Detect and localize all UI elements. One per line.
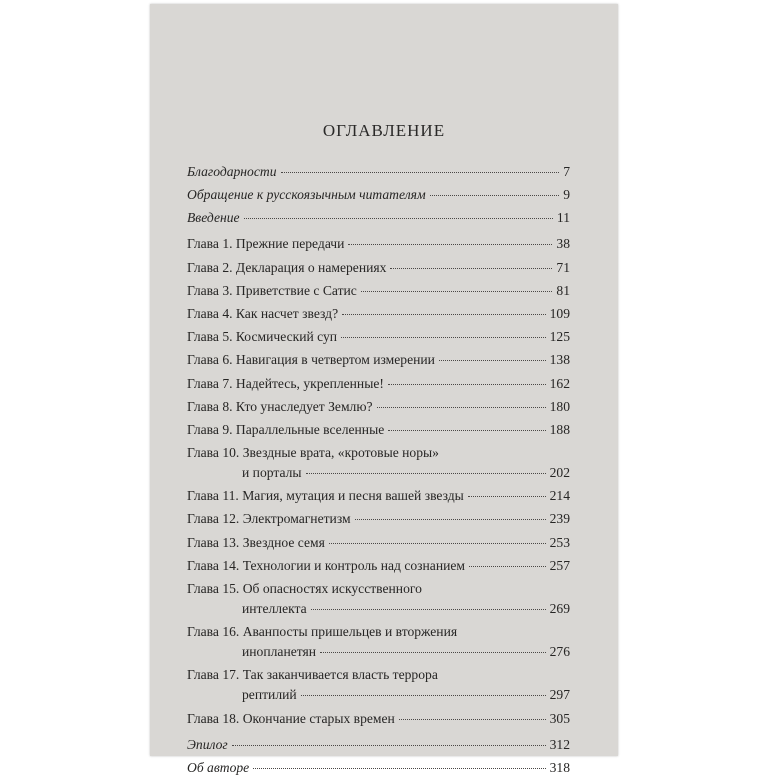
toc-entry-text: Глава 6. Навигация в четвертом измерении (187, 352, 435, 368)
toc-entry-text: Глава 17. Так заканчивается власть террора (187, 667, 438, 683)
toc-entry-page: 38 (556, 236, 570, 252)
toc-entry-epilogue (187, 735, 570, 755)
toc-entry-text: Глава 16. Аванпосты пришельцев и вторжения (187, 624, 458, 640)
toc-entry-page: 109 (549, 305, 570, 321)
toc-entry-introduction (187, 208, 570, 228)
toc-entry-text: Глава 1. Прежние передачи (187, 236, 345, 252)
dot-leader (348, 244, 552, 245)
toc-entry-text: Глава 15. Об опасностях искусственного (187, 581, 422, 596)
toc-entry-text: Глава 8. Кто унаследует Землю? (187, 398, 373, 414)
dot-leader (388, 384, 546, 385)
toc-entry-page: 71 (556, 259, 570, 275)
toc-entry-page: 318 (549, 759, 570, 775)
toc-entry-page: 276 (549, 644, 570, 660)
toc-entry-about-author (187, 758, 570, 778)
toc-entry-text: Введение (187, 210, 240, 226)
dot-leader (281, 172, 560, 173)
toc-entry-chapter-8 (187, 397, 570, 417)
toc-entry-chapter-11 (187, 486, 570, 506)
toc-entry-chapter-3 (187, 281, 570, 301)
toc-entry-chapter-7 (187, 374, 570, 394)
toc-entry-text: Глава 3. Приветствие с Сатис (187, 282, 357, 298)
dot-leader (342, 314, 546, 315)
dot-leader (320, 652, 546, 653)
dot-leader (468, 496, 546, 497)
toc-entry-text: Глава 11. Магия, мутация и песня вашей звезды (187, 488, 464, 504)
toc-entry-chapter-2 (187, 258, 570, 278)
toc-entry-text: Глава 12. Электромагнетизм (187, 511, 351, 527)
toc-entry-text: Глава 5. Космический суп (187, 329, 338, 345)
toc-entry-page: 188 (549, 421, 570, 437)
toc-entry-page: 162 (549, 375, 570, 391)
dot-leader (361, 291, 553, 292)
toc-entry-page: 7 (563, 164, 570, 179)
toc-entry-text: Обращение к русскоязычным читателям (187, 187, 426, 203)
toc-entry-page: 214 (549, 488, 570, 504)
toc-entry-page: 297 (549, 687, 570, 703)
toc-entry-chapter-9 (187, 420, 570, 440)
toc-entry-chapter-10 (187, 443, 570, 483)
toc-entry-text: Глава 13. Звездное семя (187, 534, 325, 550)
toc-entry-chapter-5 (187, 327, 570, 347)
toc-entry-page: 180 (549, 398, 570, 414)
toc-entry-page: 257 (549, 557, 570, 573)
toc-entry-chapter-1 (187, 234, 570, 254)
dot-leader (329, 543, 546, 544)
toc-entry-chapter-18 (187, 709, 570, 729)
dot-leader (306, 473, 546, 474)
toc-entry-page: 312 (549, 736, 570, 752)
toc-entry-text: Глава 18. Окончание старых времен (187, 710, 395, 726)
toc-entry-page: 253 (549, 534, 570, 550)
toc-entry-text: Эпилог (187, 736, 228, 752)
toc-entry-page: 81 (556, 282, 570, 298)
toc-entry-text: Благодарности (187, 164, 277, 179)
toc-entry-text: Глава 7. Надейтесь, укрепленные! (187, 375, 384, 391)
toc-entry-text-continued: интеллекта (242, 601, 307, 616)
toc-entry-text: Глава 4. Как насчет звезд? (187, 305, 339, 321)
dot-leader (430, 195, 560, 196)
toc-entry-text-continued: инопланетян (242, 644, 317, 660)
toc-entry-chapter-6 (187, 350, 570, 370)
toc-entry-text: Глава 9. Параллельные вселенные (187, 421, 385, 437)
toc-entry-page: 125 (549, 329, 570, 345)
dot-leader (244, 218, 553, 219)
toc-entry-chapter-14 (187, 556, 570, 576)
toc-entry-text: Глава 2. Декларация о намерениях (187, 259, 387, 275)
dot-leader (469, 566, 546, 567)
dot-leader (301, 695, 546, 696)
toc-entry-text: Глава 10. Звездные врата, «кротовые норы» (187, 445, 439, 461)
toc-entry-page: 202 (549, 465, 570, 481)
toc-entry-text-continued: рептилий (242, 687, 297, 703)
dot-leader (439, 360, 546, 361)
dot-leader (388, 430, 545, 431)
toc-entry-text: Об авторе (187, 759, 250, 775)
book-page (150, 4, 618, 775)
toc-entry-chapter-17 (187, 665, 570, 705)
dot-leader (311, 609, 546, 610)
toc-entry-chapter-13 (187, 533, 570, 553)
dot-leader (399, 719, 546, 720)
dot-leader (253, 768, 545, 769)
dot-leader (390, 268, 552, 269)
toc-entry-page: 9 (563, 187, 570, 203)
toc-entry-text-continued: и порталы (242, 465, 302, 481)
toc-entry-acknowledgements (187, 162, 570, 182)
dot-leader (232, 745, 546, 746)
toc-entry-text: Глава 14. Технологии и контроль над сознанием (187, 557, 466, 573)
toc-entry-page: 11 (556, 210, 570, 226)
toc-entry-page: 305 (549, 710, 570, 726)
table-of-contents (187, 162, 570, 781)
dot-leader (355, 519, 546, 520)
toc-entry-chapter-12 (187, 509, 570, 529)
toc-entry-chapter-4 (187, 304, 570, 324)
toc-entry-chapter-15 (187, 579, 570, 619)
toc-entry-chapter-16 (187, 622, 570, 662)
dot-leader (377, 407, 546, 408)
toc-entry-page: 138 (549, 352, 570, 368)
toc-title: ОГЛАВЛЕНИЕ (322, 121, 446, 140)
dot-leader (341, 337, 546, 338)
toc-entry-page: 239 (549, 511, 570, 527)
toc-entry-address (187, 185, 570, 205)
toc-entry-page: 269 (549, 601, 570, 616)
